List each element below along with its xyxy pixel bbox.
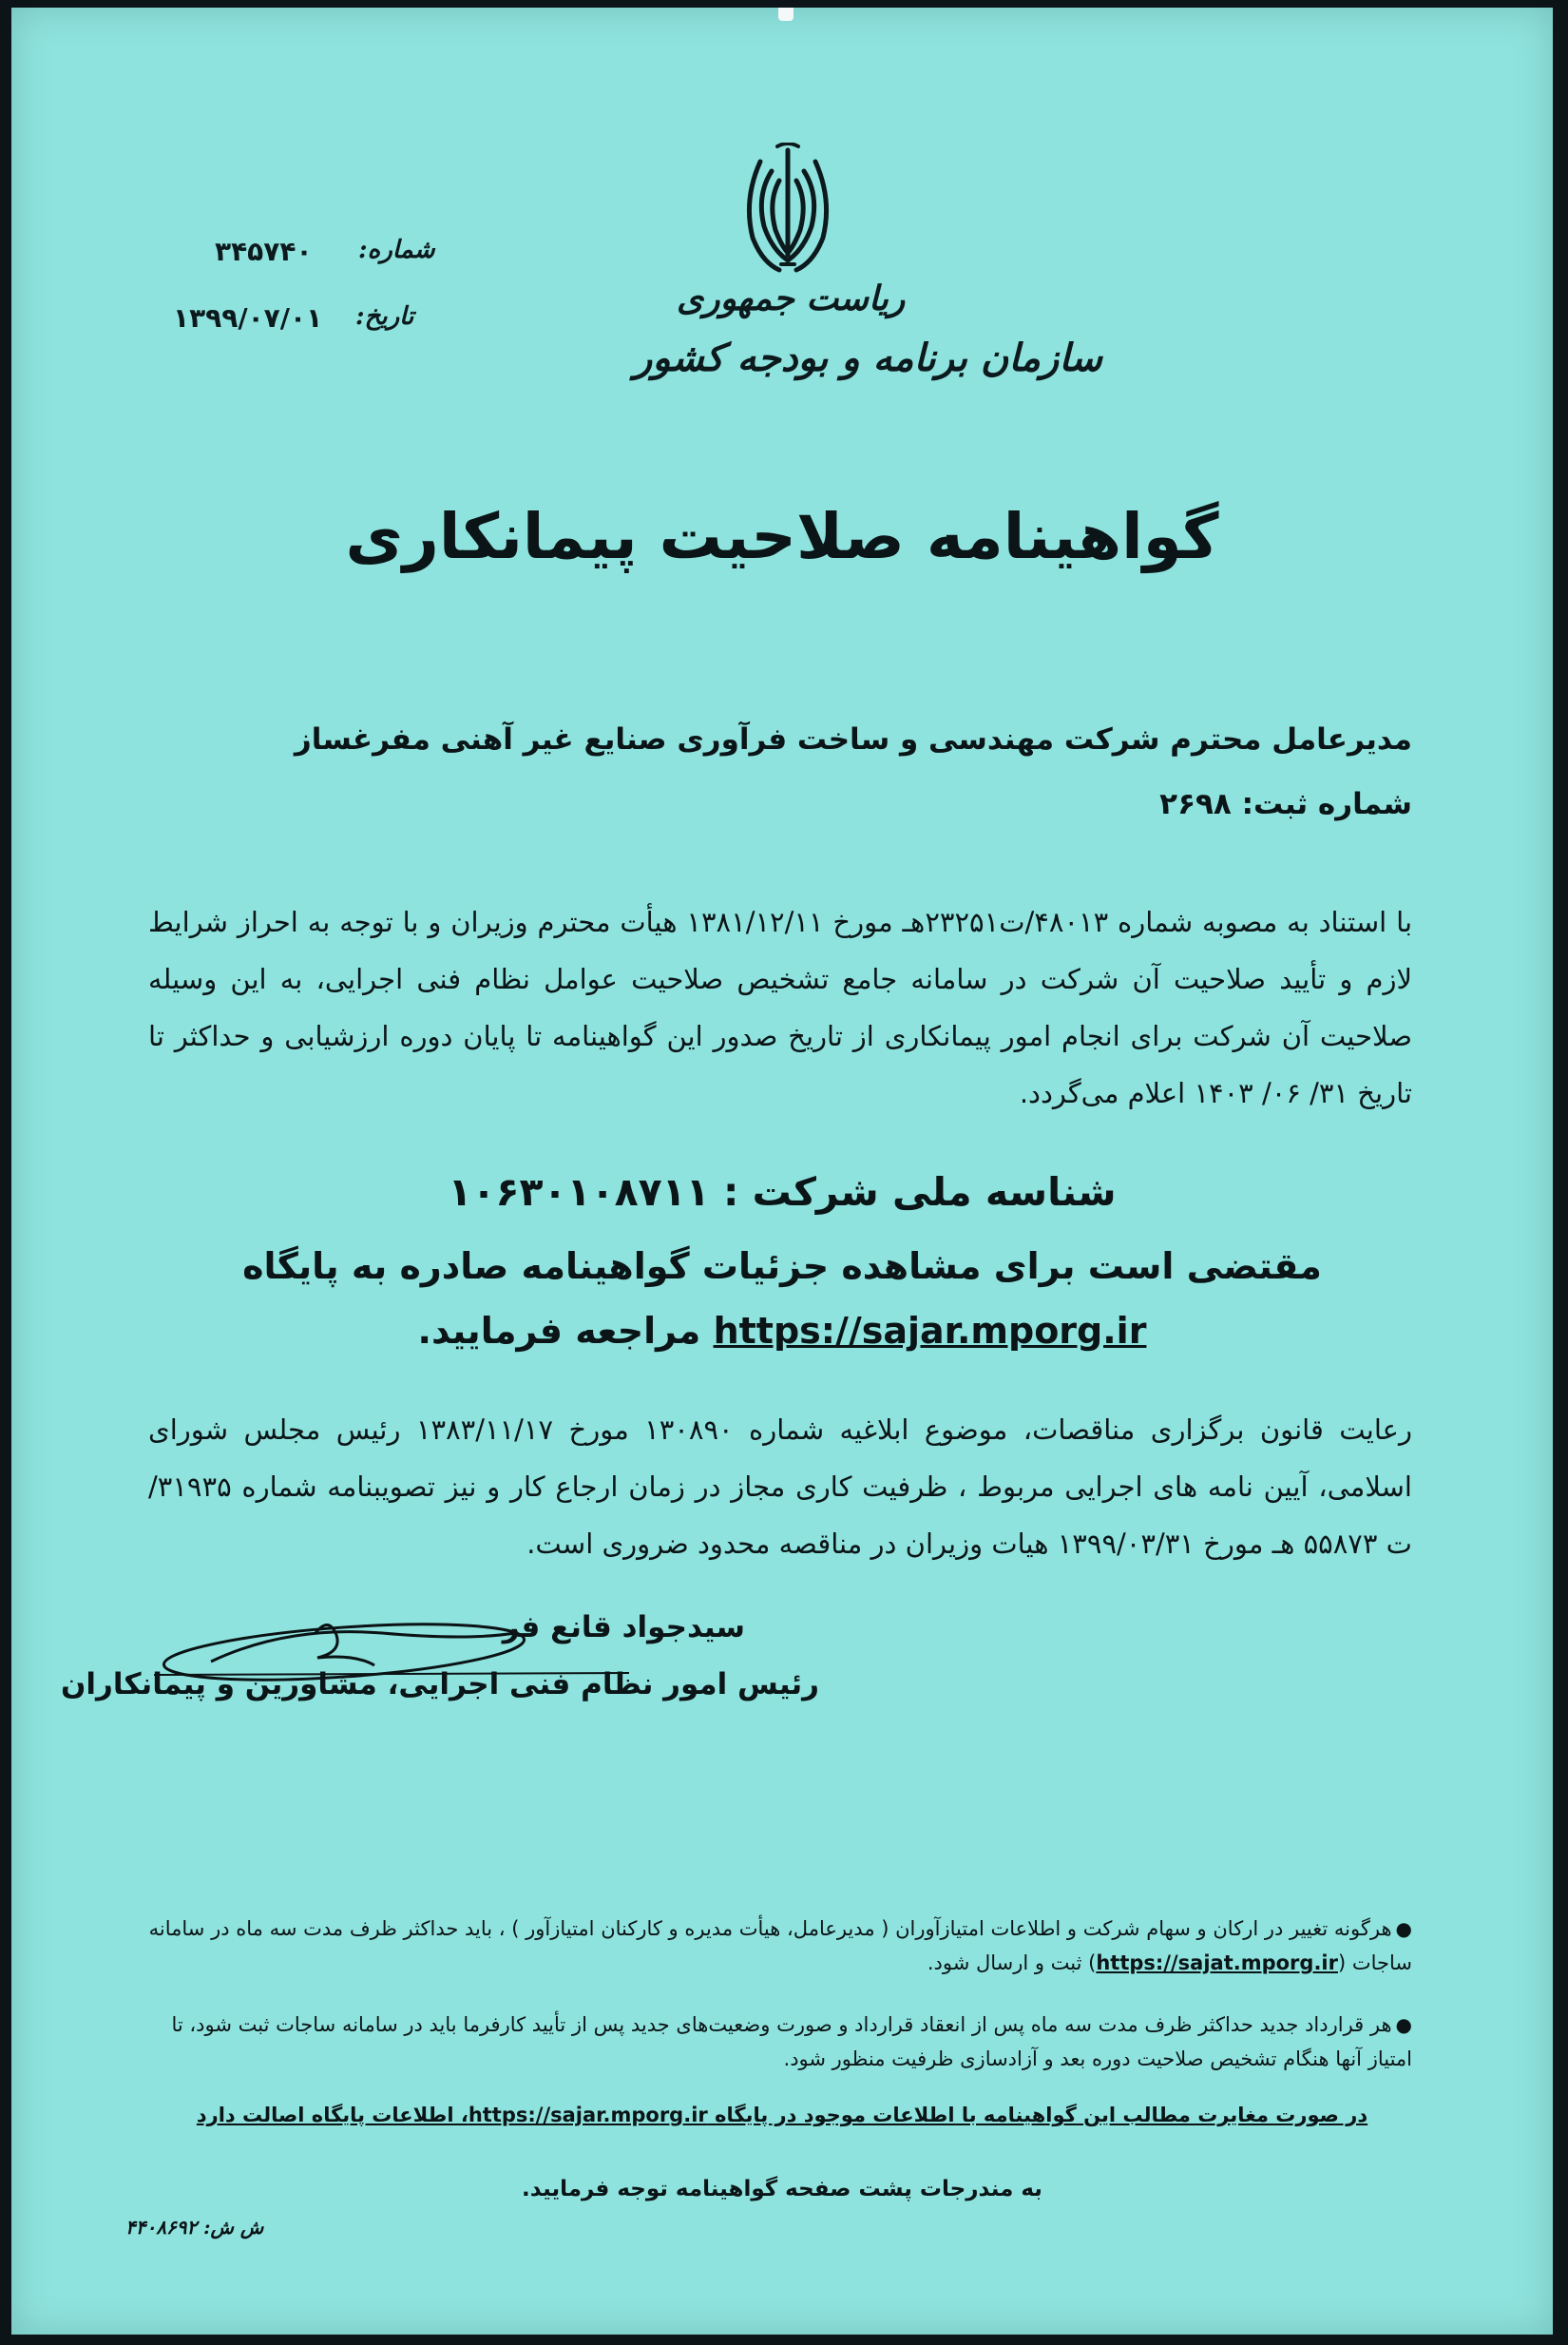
note-text: ) ثبت و ارسال شود. [927,1951,1097,1974]
page-title: گواهینامه صلاحیت پیمانکاری [345,500,1219,573]
certificate-sheet [11,8,1553,2335]
iran-emblem-icon [743,143,832,276]
sajat-link[interactable]: https://sajat.mporg.ir [1096,1951,1338,1974]
portal-line: مقتضی است برای مشاهده جزئیات گواهینامه صادره به پایگاه [242,1245,1322,1287]
date-label: تاریخ: [355,302,414,331]
bullet-icon: ● [1395,1917,1412,1940]
note-item-1 [148,1912,1412,1980]
number-value: ۳۴۵۷۴۰ [215,236,313,267]
back-page-note: به مندرجات پشت صفحه گواهینامه توجه فرمایید. [522,2177,1042,2201]
note-item-2 [148,2008,1412,2076]
body-paragraph: با استناد به مصوبه شماره ۴۸۰۱۳/ت۲۳۲۵۱هـ مورخ ۱۳۸۱/۱۲/۱۱ هیأت محترم وزیران و با توجه به احراز شرایط لازم و تأیید صلاحیت آن شرکت در سامانه جامع تشخیص صلاحیت عوامل نظام فنی اجرایی، به این وسیله صلاحیت آن شرکت برای انجام امور پیمانکاری از تاریخ صدور این گواهینامه تا پایان دوره ارزشیابی و حداکثر تا تاریخ ۳۱/ ۰۶/ ۱۴۰۳ اعلام می‌گردد. [148,906,1413,1109]
national-id: شناسه ملی شرکت : ۱۰۶۳۰۱۰۸۷۱۱ [448,1169,1117,1215]
org-presidency: ریاست جمهوری [677,279,906,318]
punch-hole [778,8,794,21]
org-plan-budget: سازمان برنامه و بودجه کشور [634,336,1102,380]
recipient-line: مدیرعامل محترم شرکت مهندسی و ساخت فرآوری صنایع غیر آهنی مفرغساز [294,722,1412,757]
portal-suffix: مراجعه فرمایید. [417,1310,701,1352]
serial-number: ش ش: ۴۴۰۸۶۹۲ [125,2216,264,2239]
portal-url-link[interactable]: https://sajar.mporg.ir [713,1310,1147,1352]
compliance-paragraph: رعایت قانون برگزاری مناقصات، موضوع ابلاغیه شماره ۱۳۰۸۹۰ مورخ ۱۳۸۳/۱۱/۱۷ رئیس مجلس شورای اسلامی، آیین نامه های اجرایی مربوط ، ظرفیت کاری مجاز در زمان ارجاع کار و نیز تصویبنامه شماره ۳۱۹۳۵/ت ۵۵۸۷۳ هـ مورخ ۱۳۹۹/۰۳/۳۱ هیات وزیران در مناقصه محدود ضروری است. [148,1413,1412,1560]
bullet-icon: ● [1395,2013,1412,2036]
number-label: شماره: [358,236,435,264]
portal-link-line [11,1310,1553,1352]
note-text: هرگونه تغییر در ارکان و سهام شرکت و اطلاعات امتیازآوران ( مدیرعامل، هیأت مدیره و کارکنان امتیازآور ) ، باید حداکثر ظرف مدت سه ماه در سامانه ساجات ( [148,1917,1412,1974]
date-value: ۱۳۹۹/۰۷/۰۱ [173,302,323,334]
signatory-position: رئیس امور نظام فنی اجرایی، مشاورین و پیمانکاران [60,1667,819,1701]
signatory-name: سیدجواد قانع فر [502,1610,745,1644]
registration-number: شماره ثبت: ۲۶۹۸ [1159,787,1412,821]
note-text: هر قرارداد جدید حداکثر ظرف مدت سه ماه پس از انعقاد قرارداد و صورت وضعیت‌های جدید پس از تأیید کارفرما باید در سامانه ساجات ثبت شود، تا امتیاز آنها هنگام تشخیص صلاحیت دوره بعد و آزادسازی ظرفیت منظور شود. [171,2013,1412,2070]
warning-note: در صورت مغایرت مطالب این گواهینامه با اطلاعات موجود در پایگاه https://sajar.mporg.ir، اطلاعات پایگاه اصالت دارد [196,2104,1368,2126]
